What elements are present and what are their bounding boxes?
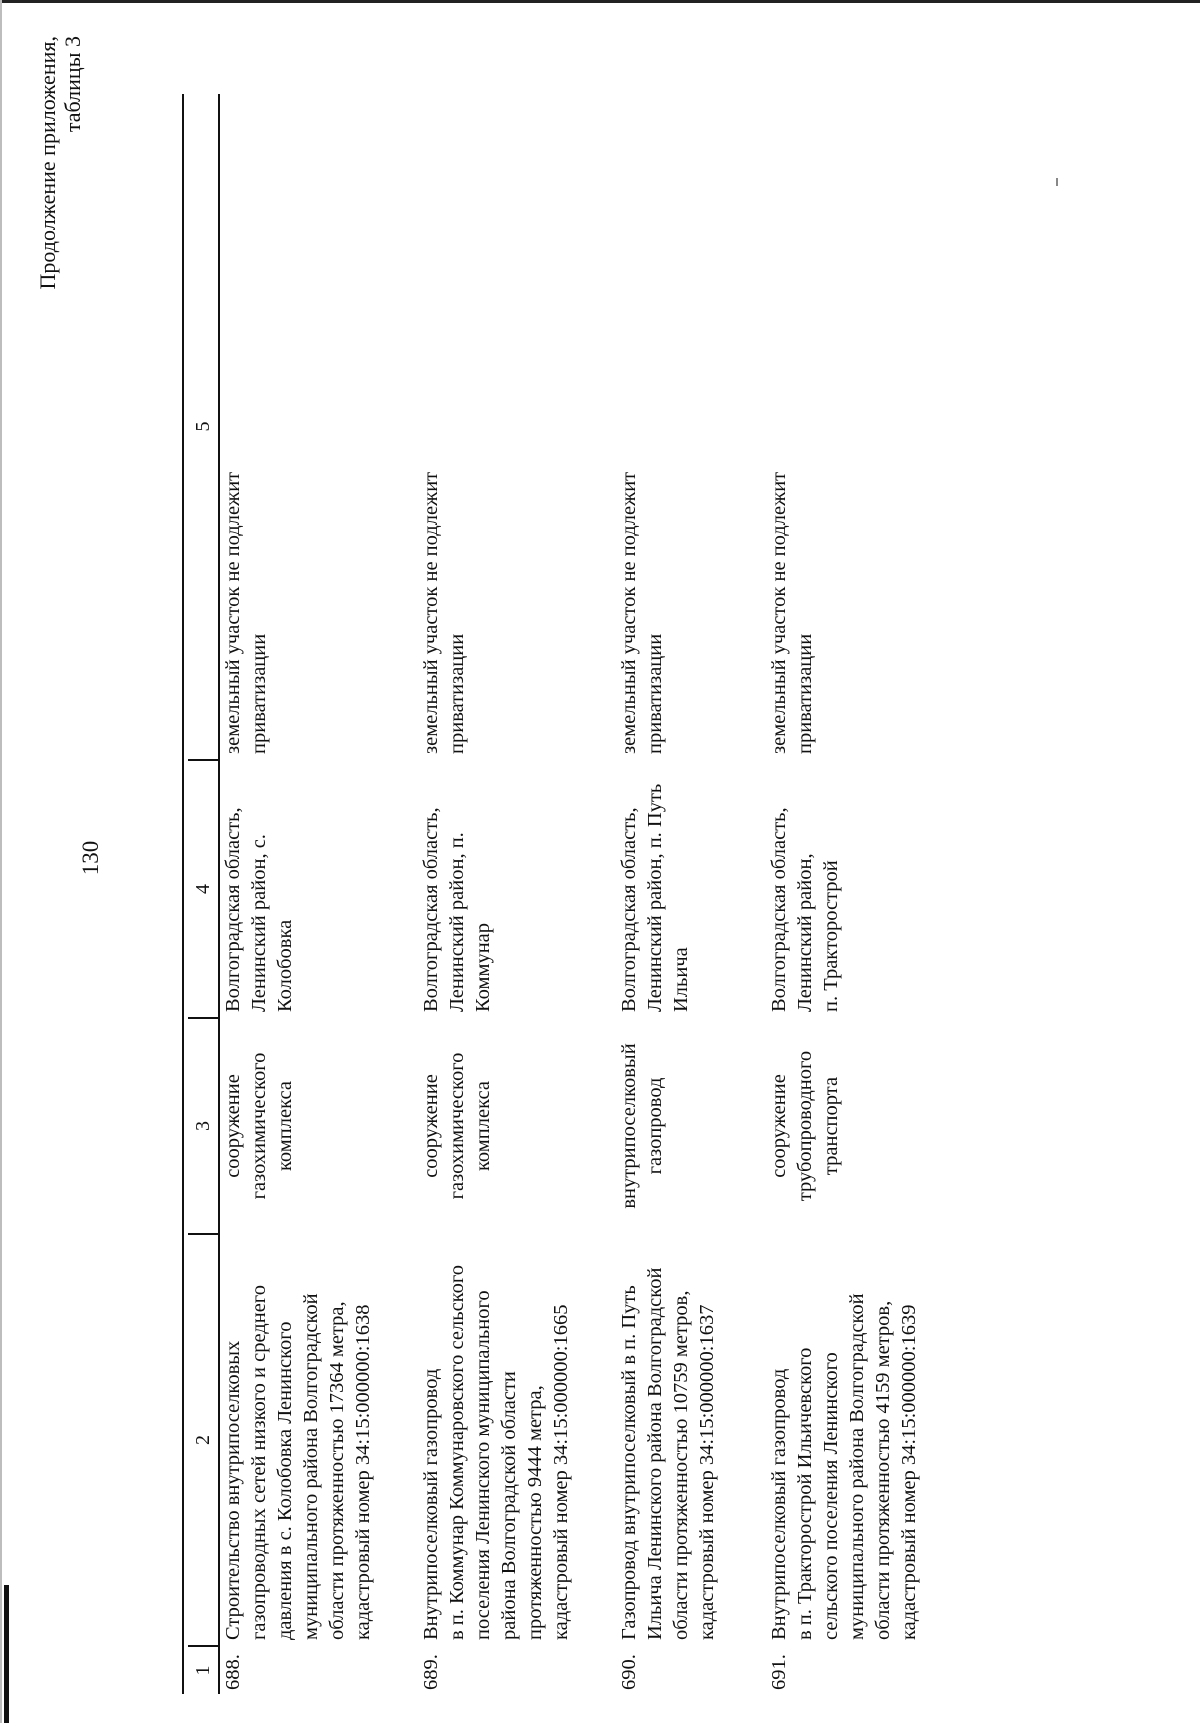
object-name: Внутрипоселковый газопровод в п. Коммунар Коммунаровского сельского поселения Ленинского муниципального района Волгоградской области протяженностью 9444 метра, кадастровый номер 34:15:000000:1665 — [420, 1265, 572, 1640]
object-address: Волгоградская область, Ленинский район, п. Коммунар — [420, 807, 494, 1012]
table-row — [219, 94, 418, 1694]
column-number-5: 5 — [188, 94, 219, 760]
column-number-2: 2 — [188, 1234, 219, 1646]
table-row — [418, 94, 616, 1694]
object-address: Волгоградская область, Ленинский район, с. Колобовка — [222, 807, 296, 1012]
table-top-rule — [182, 94, 184, 1694]
row-number: 689. — [420, 1654, 442, 1690]
object-note: земельный участок не подлежит приватизации — [222, 471, 270, 754]
row-number: 690. — [618, 1654, 640, 1690]
row-number: 688. — [222, 1654, 244, 1690]
continuation-note: Продолжение приложения, таблицы 3 — [35, 36, 85, 290]
object-note: земельный участок не подлежит приватизации — [420, 471, 468, 754]
row-number: 691. — [768, 1654, 790, 1690]
object-note: земельный участок не подлежит приватизации — [618, 471, 666, 754]
column-number-row — [188, 94, 219, 1694]
table-row — [766, 94, 922, 1694]
object-type: сооружение трубопроводного транспорта — [768, 1050, 842, 1202]
object-address: Волгоградская область, Ленинский район, п. Путь Ильича — [618, 783, 692, 1012]
column-number-1: 1 — [188, 1646, 219, 1694]
object-type: внутрипоселковый газопровод — [618, 1043, 666, 1209]
page-number: 130 — [78, 840, 103, 876]
object-name: Строительство внутрипоселковых газопроводных сетей низкого и среднего давления в с. Колобовка Ленинского муниципального района Волгоградской области протяженностью 17364 метра, кадастровый номер 34:15:000000:1638 — [222, 1285, 374, 1640]
column-number-3: 3 — [188, 1018, 219, 1234]
object-name: Внутрипоселковый газопровод в п. Тракторострой Ильичевского сельского поселения Ленинского муниципального района Волгоградской области протяженностью 4159 метров, кадастровый номер 34:15:000000:1639 — [768, 1293, 920, 1640]
object-type: сооружение газохимического комплекса — [420, 1052, 494, 1200]
object-type: сооружение газохимического комплекса — [222, 1052, 296, 1200]
property-table — [188, 94, 922, 1694]
object-address: Волгоградская область, Ленинский район, п. Тракторострой — [768, 807, 842, 1012]
table-row — [616, 94, 766, 1694]
object-note: земельный участок не подлежит приватизации — [768, 471, 816, 754]
column-number-4: 4 — [188, 760, 219, 1018]
object-name: Газопровод внутрипоселковый в п. Путь Ильича Ленинского района Волгоградской области протяженностью 10759 метров, кадастровый номер 34:15:000000:1637 — [618, 1267, 718, 1640]
